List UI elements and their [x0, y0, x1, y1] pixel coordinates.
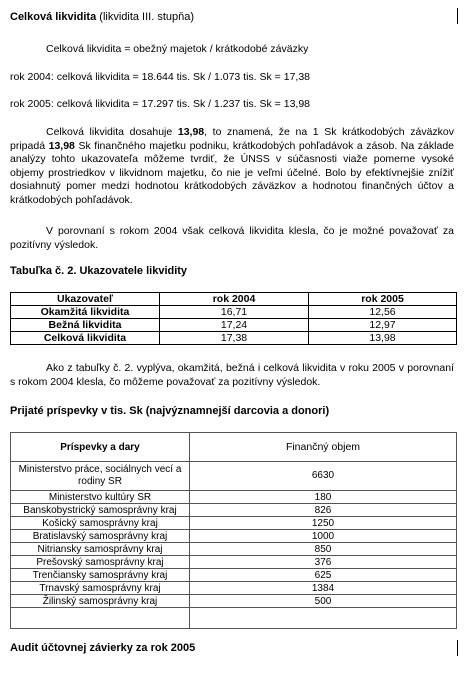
- table-row: [11, 504, 457, 517]
- formula-line: Celková likvidita = obežný majetok / krátkodobé záväzky: [46, 43, 309, 55]
- para1-text-e: Sk finančného majetku podniku, krátkodobých pohľadávok a zásob. Na základe analýzy tohto ukazovateľa môžeme tvrdiť, že ÚNSS v súčasnosti viaže pomerne vysoké objemy prostriedkov v likvidnom majetku, čo nie je veľmi účelné. Bolo by efektívnejšie znížiť dosiahnutý pomer medzi hodnotou krátkodobých záväzkov a hodnotou finančných účtov a krátkodobých pohľadávok.: [10, 139, 454, 206]
- table-cell: 16,71: [160, 306, 309, 319]
- table-cell: 826: [190, 504, 457, 517]
- table-row: [11, 332, 457, 345]
- table-header-cell: rok 2005: [309, 293, 457, 306]
- para1-value-a: 13,98: [177, 126, 205, 138]
- table1-caption: Tabuľka č. 2. Ukazovatele likvidity: [10, 265, 188, 277]
- section-title-rest: (likvidita III. stupňa): [96, 11, 195, 23]
- table-row: [11, 582, 457, 595]
- paragraph-liquidity-analysis: [10, 126, 454, 208]
- table-cell: Prešovský samosprávny kraj: [11, 556, 190, 569]
- table-header-cell: rok 2004: [160, 293, 309, 306]
- table-cell-empty: [11, 608, 190, 629]
- table-row: [11, 306, 457, 319]
- table-cell: Trenčiansky samosprávny kraj: [11, 569, 190, 582]
- table-cell: Celková likvidita: [11, 332, 160, 345]
- table-cell: Ministerstvo kultúry SR: [11, 491, 190, 504]
- table-cell: 12,56: [309, 306, 457, 319]
- calc-2005: rok 2005: celková likvidita = 17.297 tis. Sk / 1.237 tis. Sk = 13,98: [10, 98, 311, 110]
- liquidity-table: [10, 292, 457, 345]
- section-title-bold: Celková likvidita: [10, 11, 97, 23]
- table-cell: 17,24: [160, 319, 309, 332]
- table-row: [11, 595, 457, 608]
- calc-2004: rok 2004: celková likvidita = 18.644 tis. Sk / 1.073 tis. Sk = 17,38: [10, 71, 311, 83]
- table-header-cell: Ukazovateľ: [11, 293, 160, 306]
- table-row: [11, 491, 457, 504]
- table-cell: 1000: [190, 530, 457, 543]
- table-cell: 17,38: [160, 332, 309, 345]
- table-cell: Bežná likvidita: [11, 319, 160, 332]
- margin-marker: [457, 640, 458, 656]
- table-row: [11, 517, 457, 530]
- table-header-cell: Príspevky a dary: [11, 433, 190, 462]
- table-cell: Bratislavský samosprávny kraj: [11, 530, 190, 543]
- table-cell: 625: [190, 569, 457, 582]
- table-cell: 180: [190, 491, 457, 504]
- table-row: [11, 556, 457, 569]
- table-cell: 1250: [190, 517, 457, 530]
- margin-marker: [457, 8, 458, 24]
- paragraph-comparison: V porovnaní s rokom 2004 však celková likvidita klesla, čo je možné považovať za pozitívny výsledok.: [10, 225, 454, 251]
- section-title-total-liquidity: [10, 11, 194, 23]
- table-cell: Ministerstvo práce, sociálnych vecí a rodiny SR: [11, 462, 190, 491]
- table-row: [11, 462, 457, 491]
- table-row: [11, 530, 457, 543]
- table-cell: 500: [190, 595, 457, 608]
- table-cell: 850: [190, 543, 457, 556]
- table-row: [11, 543, 457, 556]
- donations-table: [10, 432, 457, 629]
- para1-value-b: 13,98: [48, 139, 75, 152]
- table-cell: Okamžitá likvidita: [11, 306, 160, 319]
- table-cell: Nitriansky samosprávny kraj: [11, 543, 190, 556]
- para1-text-c: , to znamená, že na 1 Sk krátkodobých záväzkov pripadá: [10, 126, 454, 152]
- paragraph-table-summary: Ako z tabuľky č. 2. vyplýva, okamžitá, bežná i celková likvidita v roku 2005 v porovnaní s rokom 2004 klesla, čo môžeme považovať za pozitívny výsledok.: [10, 362, 454, 388]
- section-title-audit: Audit účtovnej závierky za rok 2005: [10, 642, 196, 654]
- table-cell: 376: [190, 556, 457, 569]
- table-row: [11, 319, 457, 332]
- table-cell: 6630: [190, 462, 457, 491]
- para1-text-a: Celková likvidita dosahuje: [46, 126, 178, 138]
- table-row-empty: [11, 608, 457, 629]
- table-header-row: [11, 433, 457, 462]
- table-cell-empty: [190, 608, 457, 629]
- table-cell: 12,97: [309, 319, 457, 332]
- table2-caption: Prijaté príspevky v tis. Sk (najvýznamnejší darcovia a donori): [10, 405, 330, 417]
- table-cell: Košický samosprávny kraj: [11, 517, 190, 530]
- table-cell: 1384: [190, 582, 457, 595]
- table-header-row: [11, 293, 457, 306]
- table-header-cell: Finančný objem: [190, 433, 457, 462]
- table-row: [11, 569, 457, 582]
- table-cell: Trnavský samosprávny kraj: [11, 582, 190, 595]
- table-cell: Žilinský samosprávny kraj: [11, 595, 190, 608]
- table-cell: Banskobystrický samosprávny kraj: [11, 504, 190, 517]
- table-cell: 13,98: [309, 332, 457, 345]
